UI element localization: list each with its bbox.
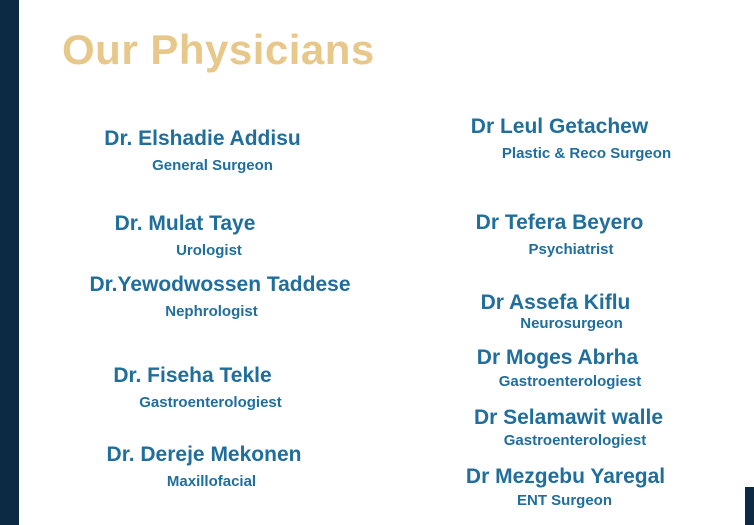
physician-name: Dr Assefa Kiflu <box>480 291 631 314</box>
physician-entry <box>30 273 375 321</box>
physician-specialty: Neurosurgeon <box>520 315 623 333</box>
physician-entry <box>380 346 740 391</box>
physician-specialty: ENT Surgeon <box>516 492 612 510</box>
physician-entry <box>30 212 375 260</box>
left-edge-strip <box>0 0 19 525</box>
physician-name: Dr Mezgebu Yaregal <box>465 465 666 488</box>
physician-specialty: Psychiatrist <box>528 241 614 259</box>
physician-name: Dr Leul Getachew <box>470 115 649 138</box>
physician-name: Dr Moges Abrha <box>476 346 639 369</box>
physician-specialty: Gastroenterologiest <box>498 373 642 391</box>
physician-specialty: Nephrologist <box>165 303 258 321</box>
physician-entry <box>380 211 740 259</box>
physician-name: Dr.Yewodwossen Taddese <box>89 273 351 296</box>
physician-specialty: Plastic & Reco Surgeon <box>501 145 672 163</box>
page-title: Our Physicians <box>62 26 375 73</box>
physician-entry <box>30 443 375 491</box>
physician-name: Dr. Mulat Taye <box>114 212 256 235</box>
physician-name: Dr Tefera Beyero <box>475 211 644 234</box>
physician-specialty: General Surgeon <box>152 157 273 175</box>
physician-specialty-name: Dr. Fiseha Tekle <box>113 364 272 387</box>
physician-specialty: Urologist <box>176 242 242 260</box>
physician-entry <box>30 127 375 175</box>
physician-name: Dr. Elshadie Addisu <box>104 127 301 150</box>
physician-name: Dr. Dereje Mekonen <box>106 443 302 466</box>
physician-specialty: Gastroenterologiest <box>139 394 282 412</box>
physician-entry <box>380 115 740 163</box>
physician-name: Dr Selamawit walle <box>473 406 664 429</box>
physician-entry <box>380 465 740 510</box>
right-edge-strip <box>745 487 754 525</box>
physician-entry <box>380 291 740 333</box>
physician-entry <box>30 364 375 412</box>
physician-entry <box>380 406 740 450</box>
physician-specialty: Maxillofacial <box>166 473 257 491</box>
physician-specialty: Gastroenterologiest <box>503 432 647 450</box>
